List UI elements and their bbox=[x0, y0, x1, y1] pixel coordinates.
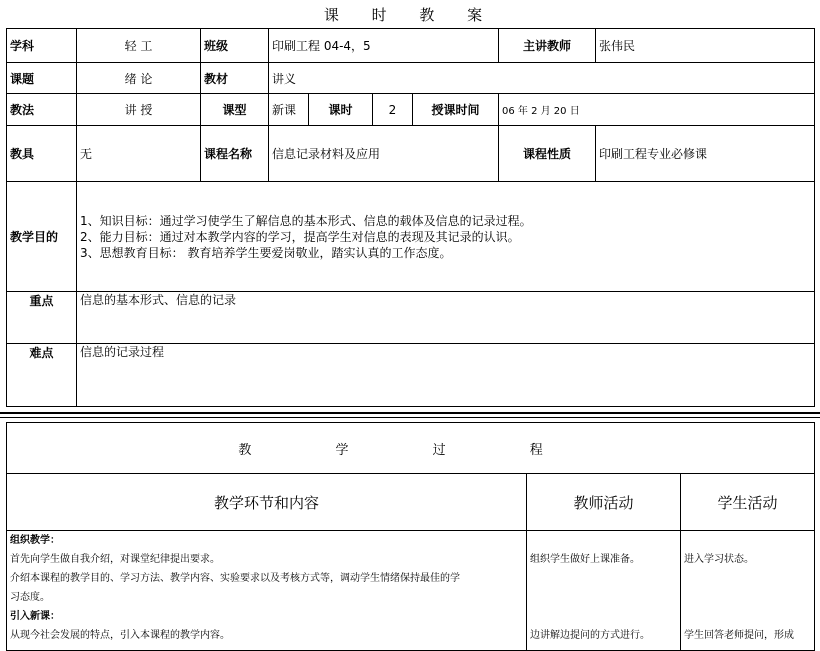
page-title: 课 时 教 案 bbox=[323, 6, 497, 24]
hours-value: 2 bbox=[373, 94, 413, 126]
topic-value: 绪 论 bbox=[77, 63, 201, 94]
teacher-line bbox=[530, 531, 677, 550]
row-objectives bbox=[7, 182, 815, 292]
row-difficulties bbox=[7, 344, 815, 407]
student-line: 学生回答老师提问，形成 bbox=[684, 630, 794, 641]
topic-label: 课题 bbox=[7, 63, 77, 94]
row-method bbox=[7, 94, 815, 126]
class-label: 班级 bbox=[201, 29, 269, 63]
type-value: 新课 bbox=[269, 94, 309, 126]
aids-value: 无 bbox=[77, 126, 201, 182]
type-label: 课型 bbox=[201, 94, 269, 126]
objective-item: 3、思想教育目标： 教育培养学生要爱岗敬业，踏实认真的工作态度。 bbox=[80, 245, 452, 260]
aids-label: 教具 bbox=[7, 126, 77, 182]
objectives-label: 教学目的 bbox=[7, 182, 77, 292]
process-header-row bbox=[7, 474, 815, 531]
subject-label: 学科 bbox=[7, 29, 77, 63]
teacher-line: 边讲解边提问的方式进行。 bbox=[530, 630, 650, 641]
process-title-row bbox=[7, 423, 815, 474]
row-aids bbox=[7, 126, 815, 182]
nature-label: 课程性质 bbox=[499, 126, 596, 182]
hours-label: 课时 bbox=[309, 94, 373, 126]
key-points-text: 信息的基本形式、信息的记录 bbox=[80, 293, 237, 307]
teacher-line bbox=[530, 588, 677, 607]
time-label: 授课时间 bbox=[413, 94, 499, 126]
course-label: 课程名称 bbox=[201, 126, 269, 182]
process-title: 教 学 过 程 bbox=[7, 423, 815, 474]
process-body-row bbox=[7, 531, 815, 651]
time-value: 06 年 2 月 20 日 bbox=[499, 94, 815, 126]
difficulties-text: 信息的记录过程 bbox=[80, 345, 165, 359]
row-subject bbox=[7, 29, 815, 63]
objective-item: 2、能力目标：通过对本教学内容的学习，提高学生对信息的表现及其记录的认识。 bbox=[80, 229, 520, 244]
row-topic bbox=[7, 63, 815, 94]
page-break-line bbox=[0, 412, 820, 414]
column-header-content: 教学环节和内容 bbox=[7, 474, 527, 531]
student-line bbox=[684, 569, 811, 588]
content-line: 介绍本课程的教学目的、学习方法、教学内容、实验要求以及考核方式等，调动学生情绪保持最佳的学 bbox=[10, 573, 460, 584]
difficulties-content bbox=[77, 344, 815, 407]
method-label: 教法 bbox=[7, 94, 77, 126]
page-break-line bbox=[0, 417, 820, 418]
textbook-value: 讲义 bbox=[269, 63, 815, 94]
section-heading: 引入新课： bbox=[10, 611, 60, 622]
content-line: 习态度。 bbox=[10, 592, 50, 603]
difficulties-label: 难点 bbox=[7, 344, 77, 407]
content-cell bbox=[7, 531, 527, 651]
student-activity-cell bbox=[681, 531, 815, 651]
method-value: 讲 授 bbox=[77, 94, 201, 126]
textbook-label: 教材 bbox=[201, 63, 269, 94]
course-value: 信息记录材料及应用 bbox=[269, 126, 499, 182]
objective-item: 1、知识目标：通过学习使学生了解信息的基本形式、信息的载体及信息的记录过程。 bbox=[80, 213, 532, 228]
teacher-label: 主讲教师 bbox=[499, 29, 596, 63]
student-line bbox=[684, 531, 811, 550]
column-header-teacher: 教师活动 bbox=[527, 474, 681, 531]
objectives-content bbox=[77, 182, 815, 292]
content-line: 首先向学生做自我介绍，对课堂纪律提出要求。 bbox=[10, 554, 220, 565]
teacher-line bbox=[530, 607, 677, 626]
section-heading: 组织教学： bbox=[10, 535, 60, 546]
student-line bbox=[684, 607, 811, 626]
content-line: 从现今社会发展的特点，引入本课程的教学内容。 bbox=[10, 630, 230, 641]
process-table bbox=[6, 422, 815, 651]
teacher-line: 组织学生做好上课准备。 bbox=[530, 554, 640, 565]
class-value: 印刷工程 04-4，5 bbox=[269, 29, 499, 63]
teacher-value: 张伟民 bbox=[596, 29, 815, 63]
subject-value: 轻 工 bbox=[77, 29, 201, 63]
teacher-activity-cell bbox=[527, 531, 681, 651]
student-line bbox=[684, 588, 811, 607]
row-key-points bbox=[7, 292, 815, 344]
column-header-student: 学生活动 bbox=[681, 474, 815, 531]
nature-value: 印刷工程专业必修课 bbox=[596, 126, 815, 182]
key-points-label: 重点 bbox=[7, 292, 77, 344]
key-points-content bbox=[77, 292, 815, 344]
teacher-line bbox=[530, 569, 677, 588]
student-line: 进入学习状态。 bbox=[684, 554, 754, 565]
lesson-info-table bbox=[6, 28, 815, 407]
